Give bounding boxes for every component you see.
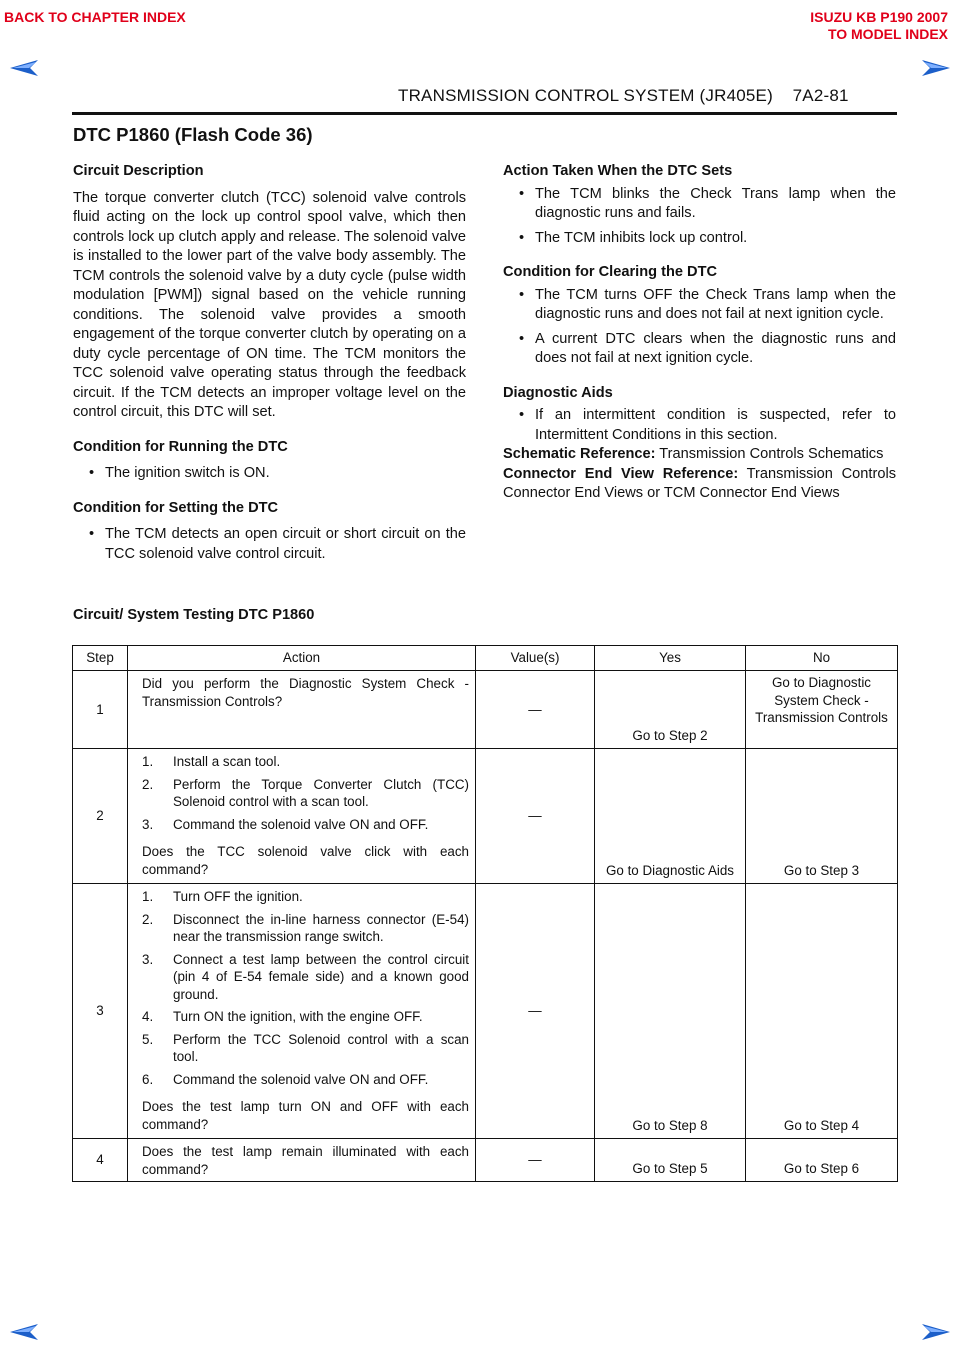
yes-link[interactable]: Go to Step 8 xyxy=(595,884,746,1139)
yes-link[interactable]: Go to Step 5 xyxy=(595,1139,746,1182)
action-step: 5. Perform the TCC Solenoid control with a scan tool. xyxy=(142,1031,469,1064)
action-taken-list xyxy=(503,185,896,249)
step-number: 2 xyxy=(73,749,128,884)
arrow-left-icon[interactable] xyxy=(10,60,40,76)
no-link[interactable]: Go to Step 3 xyxy=(746,749,898,884)
connector-reference xyxy=(503,465,896,504)
action-step: 1. Turn OFF the ignition. xyxy=(142,889,303,904)
table-row xyxy=(73,671,898,749)
dtc-title: DTC P1860 (Flash Code 36) xyxy=(73,124,313,145)
circuit-description-text: The torque converter clutch (TCC) solenoid valve controls fluid acting on the lock up control spool valve, which then controls lock up clutch apply and release. The solenoid valve is installed to the lower part of the valve body assembly. The TCM controls the solenoid valve by a duty cycle (pulse width modulation [PWM]) signal based on the vehicle running conditions. The solenoid valve provides a smooth engagement of the torque converter clutch by operating on a duty cycle percentage of ON time. The TCM monitors the TCC solenoid valve operating status through the feedback circuit. If the TCM detects an improper voltage level on the control circuit, this DTC will set. xyxy=(73,189,466,420)
no-link[interactable]: Go to Diagnostic System Check - Transmission Controls xyxy=(746,671,898,749)
arrow-left-icon[interactable] xyxy=(10,1324,40,1340)
action-question: Does the test lamp turn ON and OFF with each command? xyxy=(142,1099,469,1132)
action-question: Does the test lamp remain illuminated with each command? xyxy=(142,1144,469,1177)
list-item: • If an intermittent condition is suspected, refer to Intermittent Conditions in this section. xyxy=(503,406,896,445)
action-cell xyxy=(128,671,476,749)
arrow-right-icon[interactable] xyxy=(920,60,950,76)
list-item: • The TCM detects an open circuit or short circuit on the TCC solenoid valve control circuit. xyxy=(73,525,466,564)
action-step: 6. Command the solenoid valve ON and OFF. xyxy=(142,1071,429,1087)
running-condition-list xyxy=(73,464,466,484)
table-header-row xyxy=(73,646,898,671)
list-item: • The TCM blinks the Check Trans lamp when the diagnostic runs and fails. xyxy=(503,185,896,224)
left-column xyxy=(73,162,466,579)
action-steps xyxy=(142,753,469,833)
circuit-description-heading: Circuit Description xyxy=(73,163,204,179)
column-header-values: Value(s) xyxy=(476,646,595,671)
running-condition-heading: Condition for Running the DTC xyxy=(73,438,288,455)
table-row xyxy=(73,1139,898,1182)
column-header-yes: Yes xyxy=(595,646,746,671)
back-to-chapter-index-link[interactable]: BACK TO CHAPTER INDEX xyxy=(4,9,186,25)
action-step: 2. Disconnect the in-line harness connector (E-54) near the transmission range switch. xyxy=(142,911,469,944)
diagnostic-aids-list xyxy=(503,406,896,445)
model-index-link[interactable] xyxy=(810,9,948,43)
page-header-title: TRANSMISSION CONTROL SYSTEM (JR405E) 7A2-81 xyxy=(398,86,849,105)
value-cell: — xyxy=(476,671,595,749)
arrow-right-icon[interactable] xyxy=(920,1324,950,1340)
action-step: 4. Turn ON the ignition, with the engine OFF. xyxy=(142,1009,423,1024)
schematic-reference xyxy=(503,445,896,465)
list-item: • The ignition switch is ON. xyxy=(73,464,466,484)
clearing-condition-heading: Condition for Clearing the DTC xyxy=(503,264,718,280)
value-cell: — xyxy=(476,1139,595,1182)
to-model-index[interactable]: TO MODEL INDEX xyxy=(827,26,948,42)
action-question: Does the TCC solenoid valve click with each command? xyxy=(142,844,469,877)
no-link[interactable]: Go to Step 6 xyxy=(746,1139,898,1182)
table-row xyxy=(73,884,898,1139)
diagnostic-table xyxy=(72,645,898,1182)
step-number: 4 xyxy=(73,1139,128,1182)
schematic-reference-label: Schematic Reference: xyxy=(503,446,656,462)
table-heading: Circuit/ System Testing DTC P1860 xyxy=(73,607,315,623)
yes-link[interactable]: Go to Step 2 xyxy=(595,671,746,749)
step-number: 3 xyxy=(73,884,128,1139)
value-cell: — xyxy=(476,749,595,884)
no-link[interactable]: Go to Step 4 xyxy=(746,884,898,1139)
header-divider xyxy=(72,112,897,115)
action-question: Did you perform the Diagnostic System Check - Transmission Controls? xyxy=(142,676,469,709)
list-item: • The TCM turns OFF the Check Trans lamp when the diagnostic runs and does not fail at next ignition cycle. xyxy=(503,286,896,325)
model-name: ISUZU KB P190 2007 xyxy=(810,9,948,25)
list-item: • A current DTC clears when the diagnostic runs and does not fail at next ignition cycle. xyxy=(503,330,896,369)
list-item: • The TCM inhibits lock up control. xyxy=(503,229,896,249)
action-step: 3. Connect a test lamp between the control circuit (pin 4 of E-54 female side) and a known good ground. xyxy=(142,951,469,1002)
yes-link[interactable]: Go to Diagnostic Aids xyxy=(595,749,746,884)
column-header-step: Step xyxy=(73,646,128,671)
connector-reference-label: Connector End View Reference: xyxy=(503,465,739,482)
step-number: 1 xyxy=(73,671,128,749)
action-cell xyxy=(128,749,476,884)
clearing-condition-list xyxy=(503,286,896,369)
action-cell xyxy=(128,1139,476,1182)
value-cell: — xyxy=(476,884,595,1139)
diagnostic-aids-heading: Diagnostic Aids xyxy=(503,384,613,401)
action-step: 3. Command the solenoid valve ON and OFF. xyxy=(142,816,429,832)
connector-reference-link[interactable]: Transmission Controls Connector End Views or TCM Connector End Views xyxy=(503,465,896,501)
column-header-action: Action xyxy=(128,646,476,671)
action-step: 2. Perform the Torque Converter Clutch (TCC) Solenoid control with a scan tool. xyxy=(142,776,469,809)
table-row xyxy=(73,749,898,884)
setting-condition-heading: Condition for Setting the DTC xyxy=(73,499,279,516)
schematic-reference-link[interactable]: Transmission Controls Schematics xyxy=(659,446,884,462)
action-steps xyxy=(142,888,469,1088)
action-step: 1. Install a scan tool. xyxy=(142,754,281,769)
action-taken-heading: Action Taken When the DTC Sets xyxy=(503,163,733,179)
right-column xyxy=(503,162,896,504)
setting-condition-list xyxy=(73,525,466,564)
column-header-no: No xyxy=(746,646,898,671)
action-cell xyxy=(128,884,476,1139)
